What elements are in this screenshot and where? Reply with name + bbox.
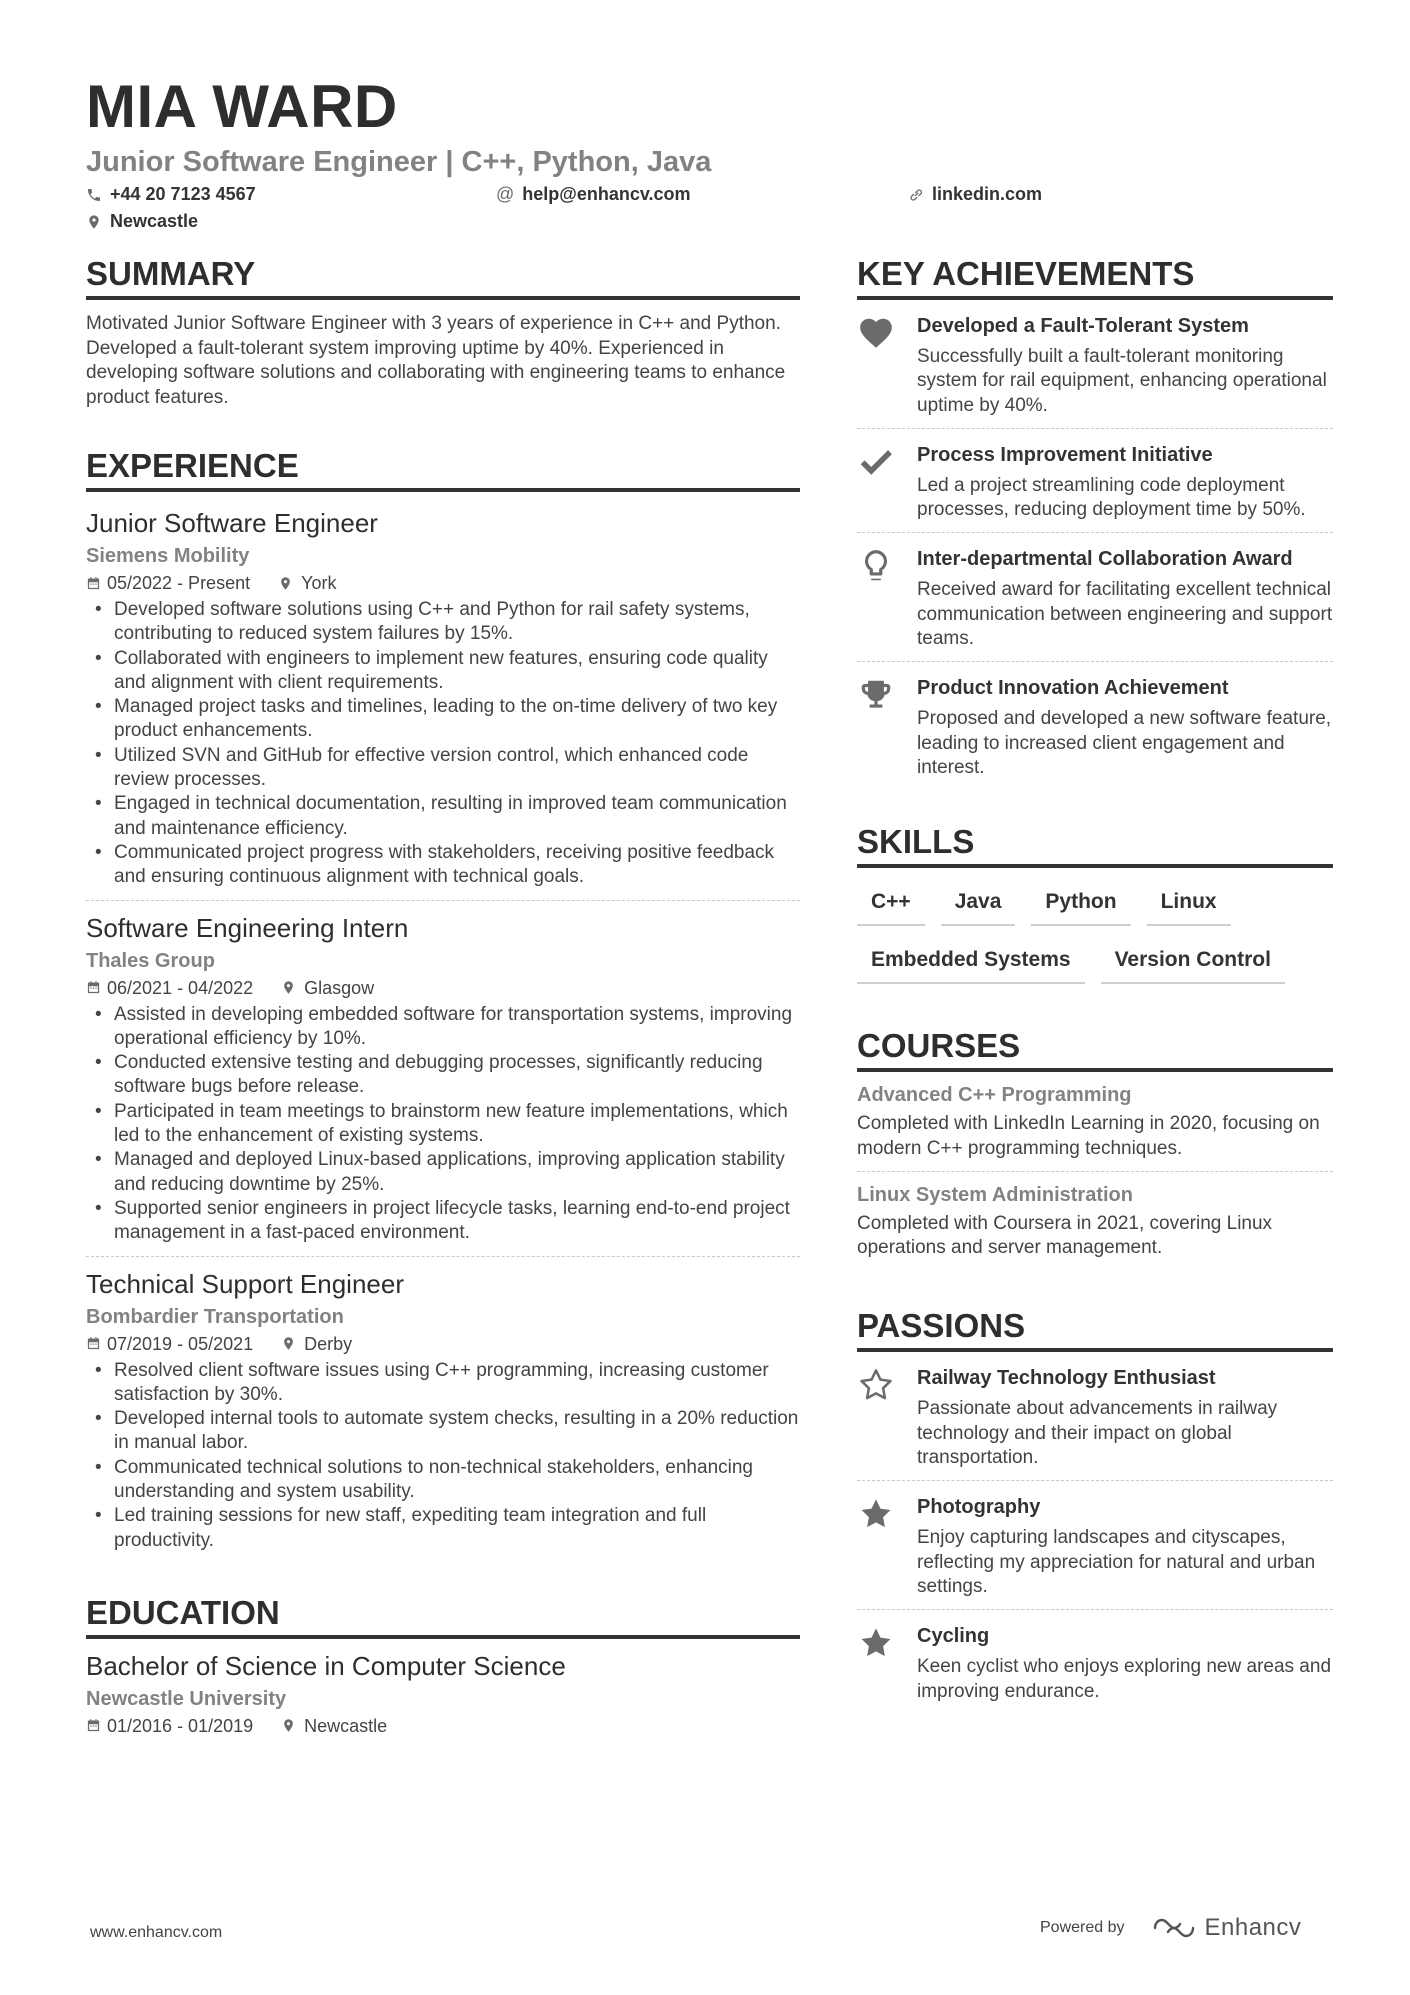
job-bullet: • Utilized SVN and GitHub for effective version control, which enhanced code review processes. (86, 744, 800, 793)
calendar-icon (86, 576, 101, 591)
courses-heading: COURSES (857, 1024, 1333, 1072)
passion-item (857, 1481, 1333, 1610)
course-desc: Completed with LinkedIn Learning in 2020, focusing on modern C++ programming techniques. (857, 1113, 1320, 1159)
job-meta (86, 975, 800, 1001)
passion-icon-wrap (857, 1493, 917, 1599)
checkmark-icon (857, 443, 895, 481)
location-pin-icon (281, 1718, 296, 1733)
achievement-desc: Successfully built a fault-tolerant monitoring system for rail equipment, enhancing operational uptime by 40%. (917, 346, 1327, 416)
job-bullet: • Engaged in technical documentation, resulting in improved team communication and maintenance efficiency. (86, 792, 800, 841)
job-title: Junior Software Engineer (86, 508, 378, 538)
job-bullet: • Communicated technical solutions to non-technical stakeholders, enhancing understanding and system usability. (86, 1456, 800, 1505)
contact-linkedin[interactable] (908, 184, 1042, 205)
contact-location (86, 211, 198, 232)
email-text: help@enhancv.com (522, 184, 691, 204)
contact-info (86, 184, 1336, 238)
candidate-name: MIA WARD (86, 73, 398, 140)
achievement-title: Inter-departmental Collaboration Award (917, 548, 1293, 571)
job-bullet: • Resolved client software issues using C++ programming, increasing customer satisfaction by 30%. (86, 1359, 800, 1408)
achievement-icon-wrap (857, 441, 917, 523)
heart-icon (857, 314, 895, 352)
job-bullets (86, 1003, 800, 1246)
job-location (278, 570, 336, 596)
job-entry (86, 911, 800, 1257)
job-dates: 07/2019 - 05/2021 (107, 1333, 254, 1354)
skills-heading: SKILLS (857, 820, 1333, 868)
education-section (86, 1591, 800, 1749)
calendar-icon (86, 980, 101, 995)
education-dates: 01/2016 - 01/2019 (107, 1715, 254, 1736)
education-meta (86, 1713, 800, 1739)
contact-email[interactable] (496, 184, 691, 205)
job-entry (86, 1267, 800, 1563)
brand-name: Enhancv (1204, 1914, 1302, 1941)
achievement-icon-wrap (857, 674, 917, 780)
skill-tag: Python (1031, 882, 1130, 926)
star-outline-icon (857, 1366, 895, 1404)
job-location-text: York (301, 573, 337, 593)
achievement-body (917, 545, 1333, 651)
job-bullets (86, 1359, 800, 1553)
job-company: Bombardier Transportation (86, 1305, 344, 1328)
job-bullet: • Supported senior engineers in project lifecycle tasks, learning end-to-end project management in a fast-paced environment. (86, 1197, 800, 1246)
job-company: Siemens Mobility (86, 545, 250, 567)
passion-title: Photography (917, 1496, 1041, 1519)
skill-tag: Version Control (1101, 940, 1285, 984)
star-icon (857, 1624, 895, 1662)
skill-tag: Linux (1147, 882, 1231, 926)
achievement-body (917, 312, 1333, 418)
job-bullet: • Collaborated with engineers to implement new features, ensuring code quality and alignment with client requirements. (86, 647, 800, 696)
skills-list (857, 882, 1333, 984)
passion-icon-wrap (857, 1364, 917, 1470)
location-pin-icon (281, 980, 296, 995)
star-icon (857, 1495, 895, 1533)
job-location (281, 975, 374, 1001)
course-desc: Completed with Coursera in 2021, covering Linux operations and server management. (857, 1212, 1273, 1259)
achievement-desc: Proposed and developed a new software feature, leading to increased client engagement and interest. (917, 708, 1332, 778)
trophy-icon (857, 676, 895, 714)
course-title: Advanced C++ Programming (857, 1084, 1132, 1107)
passion-desc: Enjoy capturing landscapes and cityscapes, reflecting my appreciation for natural and urban settings. (917, 1527, 1316, 1597)
footer-branding (1040, 1914, 1301, 1942)
degree-title: Bachelor of Science in Computer Science (86, 1650, 566, 1681)
location-text: Newcastle (110, 211, 199, 231)
achievement-title: Process Improvement Initiative (917, 443, 1213, 466)
job-bullet: • Developed internal tools to automate system checks, resulting in a 20% reduction in manual labor. (86, 1407, 800, 1456)
phone-text: +44 20 7123 4567 (110, 184, 256, 204)
summary-heading: SUMMARY (86, 252, 800, 300)
achievements-heading: KEY ACHIEVEMENTS (857, 252, 1333, 300)
powered-by-text: Powered by (1040, 1919, 1125, 1936)
location-pin-icon (278, 576, 293, 591)
job-dates: 06/2021 - 04/2022 (107, 977, 254, 998)
job-bullet: • Led training sessions for new staff, expediting team integration and full productivity. (86, 1504, 800, 1553)
achievement-icon-wrap (857, 312, 917, 418)
skill-tag: Embedded Systems (857, 940, 1085, 984)
achievement-body (917, 674, 1333, 780)
course-item (857, 1172, 1333, 1271)
passion-desc: Keen cyclist who enjoys exploring new areas and improving endurance. (917, 1656, 1332, 1702)
passion-item (857, 1610, 1333, 1714)
experience-list (86, 506, 800, 1563)
candidate-role: Junior Software Engineer | C++, Python, Java (86, 146, 712, 178)
achievement-item (857, 662, 1333, 790)
passion-body (917, 1493, 1333, 1599)
achievement-title: Developed a Fault-Tolerant System (917, 315, 1249, 337)
education-entry (86, 1649, 800, 1749)
passion-desc: Passionate about advancements in railway technology and their impact on global transportation. (917, 1398, 1278, 1469)
job-bullet: • Managed project tasks and timelines, leading to the on-time delivery of two key product enhancements. (86, 695, 800, 744)
job-company: Thales Group (86, 949, 215, 972)
passions-section (857, 1304, 1333, 1713)
skill-tag: Java (941, 882, 1016, 926)
passion-title: Cycling (917, 1625, 990, 1648)
location-pin-icon (281, 1336, 296, 1351)
footer-website[interactable]: www.enhancv.com (90, 1924, 223, 1941)
achievement-desc: Led a project streamlining code deployment processes, reducing deployment time by 50%. (917, 474, 1306, 521)
skill-tag: C++ (857, 882, 925, 926)
courses-section (857, 1024, 1333, 1270)
calendar-icon (86, 1336, 101, 1351)
achievement-desc: Received award for facilitating excellent technical communication between engineering and support teams. (917, 579, 1333, 650)
education-location-text: Newcastle (304, 1715, 388, 1736)
passions-heading: PASSIONS (857, 1304, 1333, 1352)
passion-icon-wrap (857, 1622, 917, 1704)
job-location-text: Derby (304, 1333, 353, 1354)
job-title: Technical Support Engineer (86, 1268, 404, 1299)
right-column (857, 252, 1333, 1748)
job-bullet: • Conducted extensive testing and debugging processes, significantly reducing software bugs before release. (86, 1051, 800, 1100)
skills-section (857, 820, 1333, 984)
passion-title: Railway Technology Enthusiast (917, 1367, 1216, 1390)
experience-section (86, 444, 800, 1563)
link-icon (908, 187, 924, 203)
resume-header (86, 72, 1336, 238)
job-bullets (86, 598, 800, 890)
at-icon: @ (496, 184, 515, 204)
education-heading: EDUCATION (86, 1591, 800, 1639)
calendar-icon (86, 1718, 101, 1733)
course-title: Linux System Administration (857, 1183, 1133, 1206)
passion-body (917, 1622, 1333, 1704)
job-bullet: • Communicated project progress with stakeholders, receiving positive feedback and ensuring continuous alignment with technical goals. (86, 841, 800, 890)
left-column (86, 252, 800, 1783)
job-bullet: • Managed and deployed Linux-based applications, improving application stability and reducing downtime by 25%. (86, 1148, 800, 1197)
experience-heading: EXPERIENCE (86, 444, 800, 492)
passion-body (917, 1364, 1333, 1470)
brand-logo[interactable] (1151, 1914, 1302, 1942)
phone-icon (86, 187, 102, 203)
school-name: Newcastle University (86, 1687, 287, 1710)
education-location (281, 1713, 387, 1739)
job-bullet: • Participated in team meetings to brainstorm new feature implementations, which led to the enhancement of existing systems. (86, 1100, 800, 1149)
job-dates: 05/2022 - Present (107, 573, 251, 593)
achievement-icon-wrap (857, 545, 917, 651)
lightbulb-icon (857, 547, 895, 585)
course-item (857, 1072, 1333, 1172)
summary-text: Motivated Junior Software Engineer with 3 years of experience in C++ and Python. Developed a fault-tolerant system improving uptime by 40%. Experienced in developing software solutions and collaborating with engineering teams to enhance product features. (86, 313, 786, 408)
job-entry (86, 506, 800, 901)
enhancv-logo-icon (1151, 1915, 1197, 1941)
linkedin-text: linkedin.com (932, 184, 1043, 204)
job-meta (86, 1331, 800, 1357)
achievement-body (917, 441, 1333, 523)
location-pin-icon (86, 214, 102, 230)
achievement-item (857, 533, 1333, 662)
job-bullet: • Assisted in developing embedded software for transportation systems, improving operational efficiency by 10%. (86, 1003, 800, 1052)
summary-section (86, 252, 800, 410)
job-location-text: Glasgow (304, 977, 375, 998)
achievement-item (857, 300, 1333, 429)
job-meta (86, 570, 800, 596)
job-bullet: • Developed software solutions using C++ and Python for rail safety systems, contributing to reduced system failures by 15%. (86, 598, 800, 647)
passion-item (857, 1352, 1333, 1481)
contact-phone[interactable] (86, 184, 256, 205)
achievement-title: Product Innovation Achievement (917, 677, 1229, 700)
achievement-item (857, 429, 1333, 534)
job-location (281, 1331, 352, 1357)
achievements-section (857, 252, 1333, 790)
job-title: Software Engineering Intern (86, 912, 409, 943)
